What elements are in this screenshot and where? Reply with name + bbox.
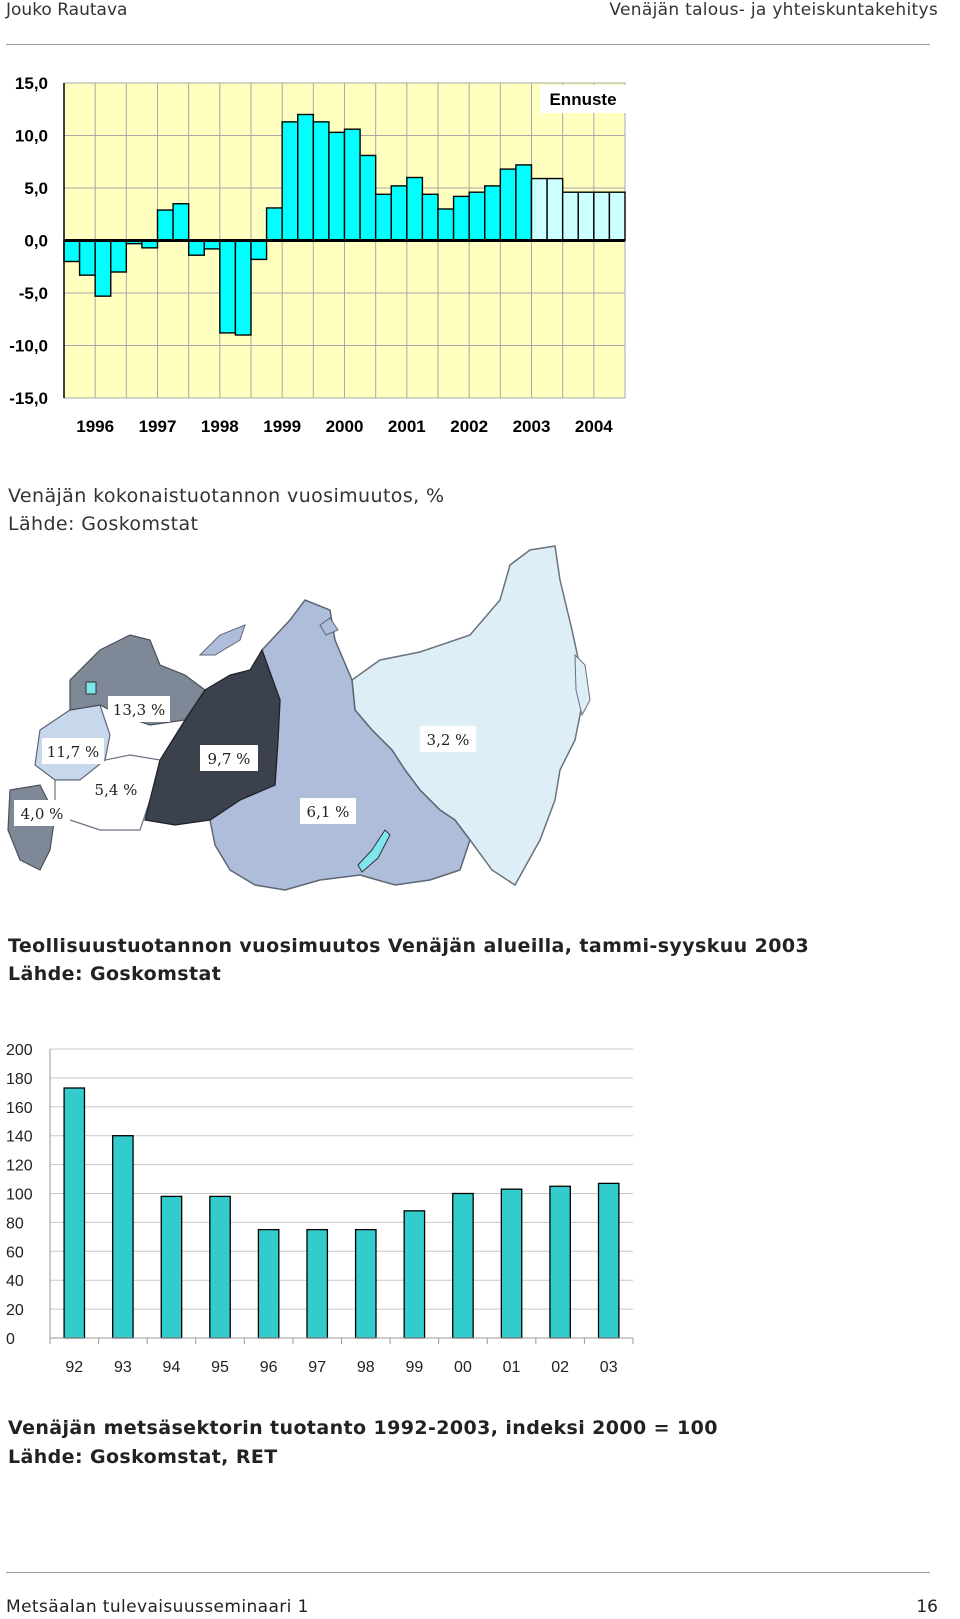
gdp-x-tick-label: 1997 (138, 417, 177, 436)
forest-bar (550, 1186, 570, 1338)
header-title: Venäjän talous- ja yhteiskuntakehitys (609, 0, 938, 20)
gdp-y-tick-label: -10,0 (9, 336, 48, 356)
gdp-x-tick-label: 1998 (200, 417, 239, 436)
gdp-y-tick-label: 15,0 (14, 74, 48, 93)
forest-x-tick-label: 98 (356, 1359, 375, 1376)
gdp-bar (345, 129, 361, 240)
gdp-bar (516, 165, 532, 241)
map-island-novaya-zemlya (200, 625, 245, 655)
gdp-bar (360, 155, 376, 240)
gdp-bar (329, 132, 345, 240)
gdp-bar (422, 194, 438, 240)
gdp-bar (563, 192, 579, 240)
forest-y-tick-label: 40 (6, 1273, 24, 1291)
map-region-south (8, 785, 55, 870)
gdp-bar (235, 241, 251, 336)
gdp-y-tick-label: -5,0 (18, 284, 48, 303)
map-label-siberia: 6,1 % (306, 803, 350, 821)
gdp-bar (438, 209, 454, 241)
forest-bar (404, 1211, 424, 1338)
forest-y-tick-label: 100 (6, 1186, 33, 1204)
map-label-south: 4,0 % (20, 805, 64, 823)
forest-y-tick-label: 140 (6, 1128, 33, 1146)
forest-caption-title: Venäjän metsäsektorin tuotanto 1992-2003, indeksi 2000 = 100 (8, 1417, 718, 1439)
forest-bar (356, 1230, 376, 1338)
map-label-urals: 9,7 % (207, 750, 251, 768)
map-lake-ladoga (86, 682, 96, 694)
header-author: Jouko Rautava (6, 0, 128, 20)
forest-bar (307, 1230, 327, 1338)
forest-x-tick-label: 00 (454, 1359, 472, 1376)
gdp-bar (189, 241, 205, 256)
forest-y-tick-label: 80 (6, 1215, 24, 1233)
forest-x-tick-label: 02 (551, 1359, 570, 1376)
gdp-chart (0, 60, 960, 440)
gdp-bar (391, 186, 407, 241)
map-caption-title: Teollisuustuotannon vuosimuutos Venäjän alueilla, tammi-syyskuu 2003 (8, 935, 810, 957)
gdp-bar (594, 192, 610, 240)
gdp-x-tick-label: 2000 (325, 417, 364, 436)
gdp-bar (111, 241, 127, 273)
gdp-caption-source: Lähde: Goskomstat (8, 513, 199, 535)
forest-x-tick-label: 01 (502, 1359, 521, 1376)
forest-x-tick-label: 92 (65, 1359, 84, 1376)
gdp-bar (547, 179, 563, 241)
gdp-bar (500, 169, 516, 240)
gdp-bar (251, 241, 267, 260)
forest-bar (161, 1196, 181, 1338)
forest-y-tick-label: 180 (6, 1070, 33, 1088)
gdp-y-tick-label: 10,0 (14, 126, 48, 146)
gdp-x-tick-label: 2004 (574, 417, 613, 436)
russia-region-map (0, 540, 960, 900)
forest-bar (210, 1196, 230, 1338)
forest-y-tick-label: 200 (6, 1042, 33, 1059)
gdp-caption-title: Venäjän kokonaistuotannon vuosimuutos, % (8, 485, 445, 507)
gdp-y-tick-label: 5,0 (24, 179, 48, 198)
forest-bar (258, 1230, 278, 1338)
forest-x-tick-label: 03 (599, 1359, 618, 1376)
map-label-central: 5,4 % (94, 781, 138, 799)
gdp-bar (609, 192, 625, 240)
forest-bar (113, 1136, 133, 1338)
gdp-bar (267, 208, 283, 241)
gdp-bar (298, 115, 314, 241)
footer-title: Metsäalan tulevaisuusseminaari 1 (6, 1597, 309, 1617)
gdp-x-tick-label: 2002 (450, 417, 489, 436)
gdp-bar (64, 241, 80, 262)
gdp-bar (532, 179, 548, 241)
gdp-bar (469, 192, 485, 240)
forest-x-tick-label: 96 (259, 1359, 278, 1376)
gdp-bar (578, 192, 594, 240)
gdp-x-tick-label: 1996 (76, 417, 115, 436)
forest-y-tick-label: 120 (6, 1157, 33, 1175)
forest-chart (0, 1030, 960, 1380)
forest-bar (501, 1189, 521, 1338)
gdp-bar (158, 210, 174, 240)
gdp-bar (407, 178, 423, 241)
forest-caption-source: Lähde: Goskomstat, RET (8, 1446, 278, 1468)
forest-bar (599, 1183, 619, 1338)
gdp-bar (313, 122, 329, 241)
header-divider (6, 44, 930, 45)
gdp-bar (80, 241, 96, 276)
forest-bar (64, 1088, 84, 1338)
forest-y-tick-label: 20 (6, 1302, 24, 1320)
forest-x-tick-label: 99 (405, 1359, 424, 1376)
forest-x-tick-label: 97 (308, 1359, 327, 1376)
forest-y-tick-label: 0 (6, 1331, 15, 1348)
gdp-bar (282, 122, 298, 241)
forest-bar (453, 1194, 473, 1339)
map-caption-source: Lähde: Goskomstat (8, 963, 222, 985)
gdp-bar (376, 194, 392, 240)
page-number: 16 (916, 1597, 938, 1617)
gdp-y-tick-label: 0,0 (24, 231, 48, 251)
map-label-far-east: 3,2 % (426, 731, 470, 749)
forest-y-tick-label: 160 (6, 1099, 33, 1117)
gdp-y-tick-label: -15,0 (9, 389, 48, 408)
forest-x-tick-label: 95 (211, 1359, 229, 1376)
forecast-label: Ennuste (549, 90, 617, 109)
gdp-x-tick-label: 2003 (512, 417, 551, 436)
map-label-northwest: 11,7 % (46, 743, 100, 761)
map-label-north: 13,3 % (112, 701, 166, 719)
gdp-bar (454, 196, 470, 240)
forest-y-tick-label: 60 (6, 1244, 24, 1262)
gdp-x-tick-label: 1999 (263, 417, 302, 436)
gdp-bar (95, 241, 111, 297)
gdp-bar (220, 241, 236, 333)
footer-divider (6, 1572, 930, 1573)
gdp-x-tick-label: 2001 (387, 417, 426, 436)
forest-x-tick-label: 94 (162, 1359, 181, 1376)
gdp-bar (173, 204, 189, 241)
forest-x-tick-label: 93 (113, 1359, 132, 1376)
gdp-bar (485, 186, 501, 241)
